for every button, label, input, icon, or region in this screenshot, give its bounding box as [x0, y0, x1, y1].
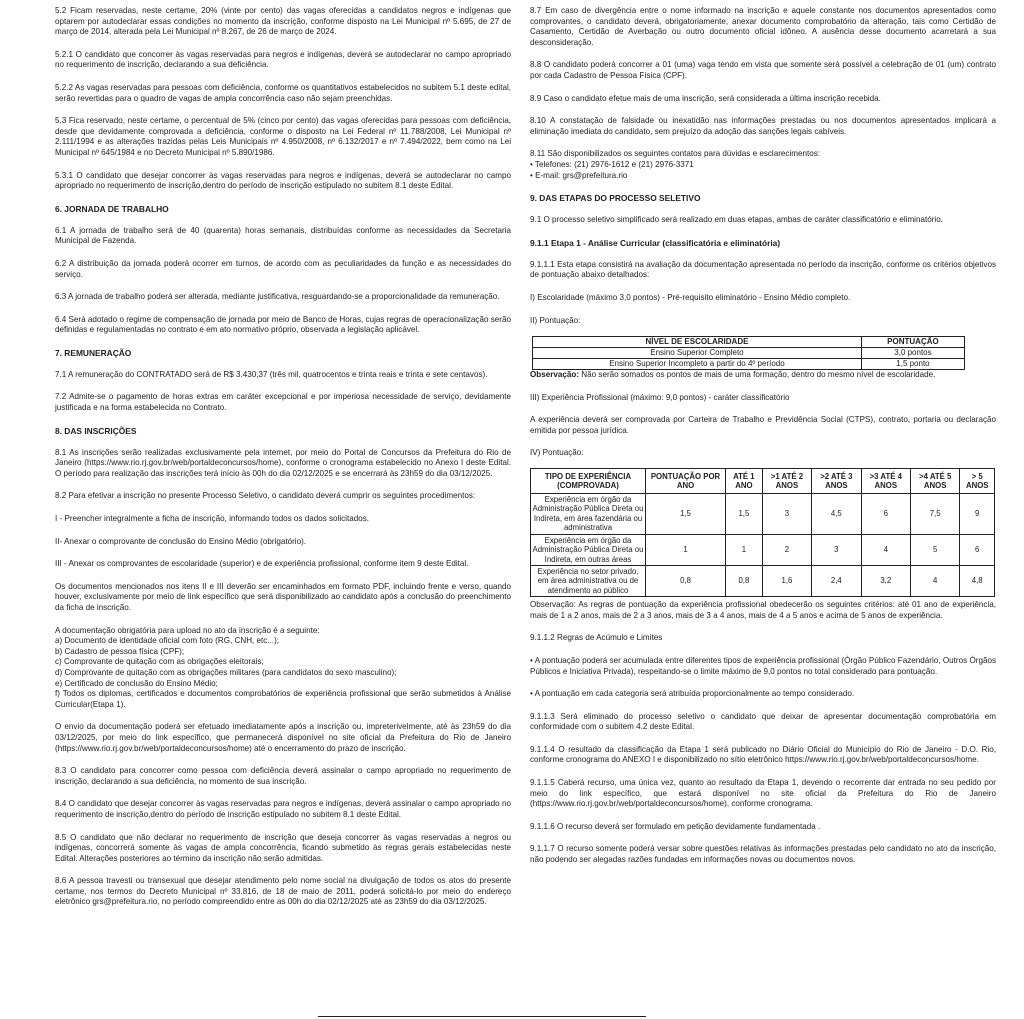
table-header-cell: TIPO DE EXPERIÊNCIA (COMPROVADA): [531, 469, 646, 494]
table-cell: 0,8: [646, 565, 726, 596]
table-cell: 4,8: [960, 565, 995, 596]
section-heading: 9. DAS ETAPAS DO PROCESSO SELETIVO: [530, 193, 701, 204]
table-cell: Ensino Superior Incompleto a partir do 4º período: [533, 359, 862, 370]
paragraph: 8.8 O candidato poderá concorrer a 01 (uma) vaga tendo em vista que somente será possível a celebração de 01 (um) contrato por cada Cadastro de Pessoa Física (CPF).: [530, 60, 996, 80]
table-cell: 5: [910, 534, 959, 565]
table-header-cell: PONTUAÇÃO: [861, 337, 964, 348]
right-middle-section: [530, 393, 996, 459]
table-cell: 0,8: [726, 565, 763, 596]
paragraph: 5.2.1 O candidato que concorrer às vagas reservadas para negros e indígenas, deverá se autodeclarar no campo apropriado no requerimento de inscrição, declarando a sua deficiência.: [55, 49, 511, 70]
paragraph: 8.10 A constatação de falsidade ou inexatidão nas informações prestadas ou nos documentos apresentados implicará a eliminação imediata do candidato, sem prejuízo da adoção das sanções legais cabíveis.: [530, 116, 996, 136]
paragraph: 9.1.1.1 Esta etapa consistirá na avaliação da documentação apresentada no período da inscrição, conforme os critérios objetivos de pontuação abaixo detalhados:: [530, 259, 996, 280]
paragraph: 6.1 A jornada de trabalho será de 40 (quarenta) horas semanais, distribuídas conforme as necessidades da Secretaria Municipal de Fazenda.: [55, 225, 511, 246]
table-cell: Experiência no setor privado, em área administrativa ou de atendimento ao público: [531, 565, 646, 596]
right-top-section: [530, 6, 996, 326]
education-observation: [530, 370, 996, 381]
footer-rule: [318, 1016, 646, 1017]
table-cell: 2: [762, 534, 811, 565]
table-cell: 1,5: [726, 494, 763, 535]
table-header-cell: >1 ATÉ 2 ANOS: [762, 469, 811, 494]
paragraph: 9.1.1.2 Regras de Acúmulo e Limites: [530, 633, 663, 643]
table-cell: 1,6: [762, 565, 811, 596]
table-cell: Experiência em órgão da Administração Pública Direta ou Indireta, em área fazendária ou administrativa: [531, 494, 646, 535]
paragraph: 6.3 A jornada de trabalho poderá ser alterada, mediante justificativa, resguardando-se a proporcionalidade da remuneração.: [55, 292, 500, 302]
paragraph: 5.3.1 O candidato que desejar concorrer às vagas reservadas para negros e indígenas, deverá se autodeclarar no campo apropriado no requerimento de inscrição,dentro do período de inscrição estipulado no subitem 8.1 deste Edital.: [55, 170, 511, 191]
list-paragraph: A documentação obrigatória para upload no ato da inscrição é a seguinte: a) Documento de identidade oficial com foto (RG, CNH, etc...); b) Cadastro de pessoa física (CPF); c) Comprovante de quitação com as obrigações eleitorais; d) Comprovante de quitação com as obrigações militares (para candidatos do sexo masculino); e) Certificado de conclusão do Ensino Médio; f) Todos os diplomas, certificados e documentos comprobatórios de experiência profissional que serão submetidos à Análise Curricular(Etapa 1).: [55, 625, 511, 709]
paragraph: 7.2 Admite-se o pagamento de horas extras em caráter excepcional e por imperiosa necessidade de serviço, devidamente justificada e na forma estabelecida no Contrato.: [55, 392, 511, 413]
paragraph: I) Escolaridade (máximo 3,0 pontos) - Pré-requisito eliminatório - Ensino Médio completo.: [530, 292, 851, 302]
table-cell: 7,5: [910, 494, 959, 535]
paragraph: 8.5 O candidato que não declarar no requerimento de inscrição que deseja concorrer às vagas reservadas a negros ou indígenas, concorrerá somente às vagas de ampla concorrência, ficando submetido às regras gerais estabelecidas neste Edital. Alterações posteriores ao término da inscrição não serão admitidas.: [55, 832, 511, 863]
table-cell: 1: [646, 534, 726, 565]
table-row: [533, 348, 965, 359]
paragraph: 6.2 A distribuição da jornada poderá ocorrer em turnos, de acordo com as peculiaridades da função e as necessidades do serviço.: [55, 258, 511, 279]
paragraph: 5.3 Fica reservado, neste certame, o percentual de 5% (cinco por cento) das vagas oferecidas para pessoas com deficiência, desde que devidamente comprovada a deficiência, conforme o disposto na Lei Federal nº 11.788/2008, Lei Municipal nº 2.111/1994 e as alterações trazidas pelas Leis Municipais nº 4.950/2008, nº 6.132/2017 e nº 7.494/2022, bem como na Lei Municipal nº 645/1984 e no Decreto Municipal nº 5.890/1986.: [55, 116, 511, 157]
table-cell: 3,0 pontos: [861, 348, 964, 359]
table-cell: 2,4: [812, 565, 861, 596]
paragraph: 9.1.1.6 O recurso deverá ser formulado em petição devidamente fundamentada .: [530, 821, 821, 831]
list-paragraph: 8.11 São disponibilizados os seguintes contatos para dúvidas e esclarecimentos: • Telefones: (21) 2976-1612 e (21) 2976-3371 • E-mail: grs@prefeitura.rio: [530, 149, 821, 180]
paragraph: 6.4 Será adotado o regime de compensação de jornada por meio de Banco de Horas, cujas regras de operacionalização serão definidas e regulamentadas no contrato e em ato normativo próprio, observada a legislação aplicável.: [55, 314, 511, 335]
table-cell: 1,5: [646, 494, 726, 535]
table-header-cell: PONTUAÇÃO POR ANO: [646, 469, 726, 494]
table-row: [533, 359, 965, 370]
table-header-cell: >4 ATÉ 5 ANOS: [910, 469, 959, 494]
experience-score-table: [530, 468, 995, 597]
paragraph: 7.1 A remuneração do CONTRATADO será de R$ 3.430,37 (três mil, quatrocentos e trinta reais e trinta e sete centavos).: [55, 369, 488, 379]
table-cell: 1: [726, 534, 763, 565]
paragraph: • A pontuação poderá ser acumulada entre diferentes tipos de experiência profissional (Órgão Público Fazendário, Outros Órgãos Públicos e Iniciativa Privada), respeitando-se o limite máximo de 9,0 pontos no total considerado para pontuação.: [530, 655, 996, 676]
paragraph: 9.1.1.4 O resultado da classificação da Etapa 1 será publicado no Diário Oficial do Município do Rio de Janeiro - D.O. Rio, conforme cronograma do ANEXO I e disponibilizado no sítio eletrônico https://www.rio.rj.gov.br/web/portaldeconcursos/home.: [530, 744, 996, 765]
table-header-cell: ATÉ 1 ANO: [726, 469, 763, 494]
table-cell: 9: [960, 494, 995, 535]
table-cell: 4: [910, 565, 959, 596]
paragraph: 8.1 As inscrições serão realizadas exclusivamente pela internet, por meio do Portal de Concursos da Prefeitura do Rio de Janeiro (https://www.rio.rj.gov.br/web/portaldeconcursos/home), conforme o cronograma estabelecido no Anexo I deste Edital. O período para realização das inscrições terá início às 00h do dia 02/12/2025 e se encerrará às 23h59 do dia 03/12/2025.: [55, 447, 511, 478]
paragraph: 5.2 Ficam reservadas, neste certame, 20% (vinte por cento) das vagas oferecidas a candidatos negros e indígenas que optarem por autodeclarar essas condições no momento da inscrição, conforme disposto na Lei Municipal nº 5.695, de 27 de março de 2014, alterada pela Lei Municipal nº 8.267, de 26 de março de 2024.: [55, 6, 511, 37]
table-cell: 4,5: [812, 494, 861, 535]
table-cell: 6: [960, 534, 995, 565]
paragraph: 9.1.1.5 Caberá recurso, uma única vez, quanto ao resultado da Etapa 1, devendo o recorrente dar entrada no seu pedido por meio do link específico, que estará disponível no site oficial da Prefeitura do Rio de Janeiro (https://www.rio.rj.gov.br/web/portaldeconcursos/home), conforme cronograma.: [530, 778, 996, 809]
section-heading: 8. DAS INSCRIÇÕES: [55, 425, 137, 436]
observation-text: Não serão somados os pontos de mais de uma formação, dentro do mesmo nível de escolaridade.: [579, 370, 936, 380]
paragraph: Os documentos mencionados nos itens II e III deverão ser encaminhados em formato PDF, incluindo frente e verso, quando houver, exclusivamente por meio de link específico que será disponibilizado ao candidato após a conclusão do preenchimento da ficha de inscrição.: [55, 581, 511, 612]
paragraph: II) Pontuação:: [530, 315, 581, 325]
left-column: [55, 6, 511, 920]
paragraph: II- Anexar o comprovante de conclusão do Ensino Médio (obrigatório).: [55, 536, 307, 546]
table-cell: Ensino Superior Completo: [533, 348, 862, 359]
paragraph: 8.9 Caso o candidato efetue mais de uma inscrição, será considerada a última inscrição recebida.: [530, 93, 881, 103]
experience-table-header: [531, 469, 995, 494]
paragraph: A experiência deverá ser comprovada por Carteira de Trabalho e Previdência Social (CTPS), contrato, portaria ou declaração emitida por pessoa jurídica.: [530, 415, 996, 435]
table-cell: Experiência em órgão da Administração Pública Direta ou Indireta, em outras áreas: [531, 534, 646, 565]
paragraph: • A pontuação em cada categoria será atribuída proporcionalmente ao tempo considerado.: [530, 689, 855, 699]
table-cell: 6: [861, 494, 910, 535]
right-bottom-section: [530, 600, 996, 866]
table-header-cell: NÍVEL DE ESCOLARIDADE: [533, 337, 862, 348]
paragraph: O envio da documentação poderá ser efetuado imediatamente após a inscrição ou, impreterivelmente, até às 23h59 do dia 03/12/2025, por meio do link específico, que permanecerá disponível no site oficial da Prefeitura do Rio de Janeiro (https://www.rio.rj.gov.br/web/portaldeconcursos/home) até o encerramento do prazo de inscrição.: [55, 722, 511, 753]
education-score-table: [532, 336, 965, 370]
table-cell: 3: [812, 534, 861, 565]
table-header-cell: >2 ATÉ 3 ANOS: [812, 469, 861, 494]
paragraph: 5.2.2 As vagas reservadas para pessoas com deficiência, conforme os quantitativos estabelecidos no subitem 5.1 deste edital, serão revertidas para o quadro de vagas de ampla concorrência caso não sejam preenchidas.: [55, 82, 511, 103]
table-cell: 1,5 ponto: [861, 359, 964, 370]
paragraph: 9.1.1.3 Será eliminado do processo seletivo o candidato que deixar de apresentar documentação comprobatória em conformidade com o subitem 4.2 deste Edital.: [530, 711, 996, 732]
paragraph: 8.6 A pessoa travesti ou transexual que desejar atendimento pelo nome social na divulgação de todos os atos do presente certame, nos termos do Decreto Municipal nº 33.816, de 18 de maio de 2011, poderá solicitá-lo por meio do endereço eletrônico grs@prefeitura.rio, no período compreendido entre as 00h do dia 02/12/2025 até as 23h59 do dia 03/12/2025.: [55, 876, 511, 907]
right-column: [530, 6, 996, 878]
table-row: [531, 565, 995, 596]
paragraph: 9.1.1.7 O recurso somente poderá versar sobre questões relativas às informações prestadas pelo candidato no ato da inscrição, não podendo ser alegadas razões fundadas em informações novas ou documentos novos.: [530, 844, 996, 865]
paragraph: 8.3 O candidato para concorrer como pessoa com deficiência deverá assinalar o campo apropriado no requerimento de inscrição, declarando a sua deficiência, no momento de sua inscrição.: [55, 766, 511, 786]
table-header-cell: > 5 ANOS: [960, 469, 995, 494]
table-row: [531, 534, 995, 565]
paragraph: 8.4 O candidato que desejar concorrer às vagas reservadas para negros e indígenas, deverá assinalar o campo apropriado no requerimento de inscrição,dentro do período de inscrição estipulado no subitem 8.1 deste Edital.: [55, 799, 511, 819]
section-heading: 9.1.1 Etapa 1 - Análise Curricular (classificatória e eliminatória): [530, 237, 781, 248]
paragraph: III - Anexar os comprovantes de escolaridade (superior) e de experiência profissional, conforme item 9 deste Edital.: [55, 559, 469, 569]
table-cell: 3,2: [861, 565, 910, 596]
table-row: [531, 494, 995, 535]
paragraph: Observação: As regras de pontuação da experiência profissional obedecerão os seguintes critérios: até 01 ano de experiência, mais de 1 a 2 anos, mais de 2 a 3 anos, mais de 3 a 4 anos, mais de 4 a 5 anos e acima de 5 anos de experiência.: [530, 600, 996, 620]
paragraph: IV) Pontuação:: [530, 448, 584, 458]
table-header-cell: >3 ATÉ 4 ANOS: [861, 469, 910, 494]
observation-label: Observação:: [530, 370, 580, 380]
table-cell: 3: [762, 494, 811, 535]
paragraph: 8.2 Para efetivar a inscrição no presente Processo Seletivo, o candidato deverá cumprir os seguintes procedimentos:: [55, 491, 476, 501]
paragraph: 8.7 Em caso de divergência entre o nome informado na inscrição e aquele constante nos documentos apresentados como comprovantes, o candidato deverá, obrigatoriamente, anexar documento comprobatório da alteração, tais como Certidão de Casamento, Certidão de Averbação ou outro documento oficial idôneo. A ausência desse documento acarretará a sua desconsideração.: [530, 6, 996, 47]
paragraph: I - Preencher integralmente a ficha de inscrição, informando todos os dados solicitados.: [55, 514, 370, 524]
paragraph: 9.1 O processo seletivo simplificado será realizado em duas etapas, ambas de caráter classificatório e eliminatório.: [530, 215, 943, 225]
section-heading: 6. JORNADA DE TRABALHO: [55, 203, 169, 214]
section-heading: 7. REMUNERAÇÃO: [55, 347, 132, 358]
table-cell: 4: [861, 534, 910, 565]
education-table-header: [533, 337, 965, 348]
paragraph: III) Experiência Profissional (máximo: 9,0 pontos) - caráter classificatório: [530, 392, 790, 402]
